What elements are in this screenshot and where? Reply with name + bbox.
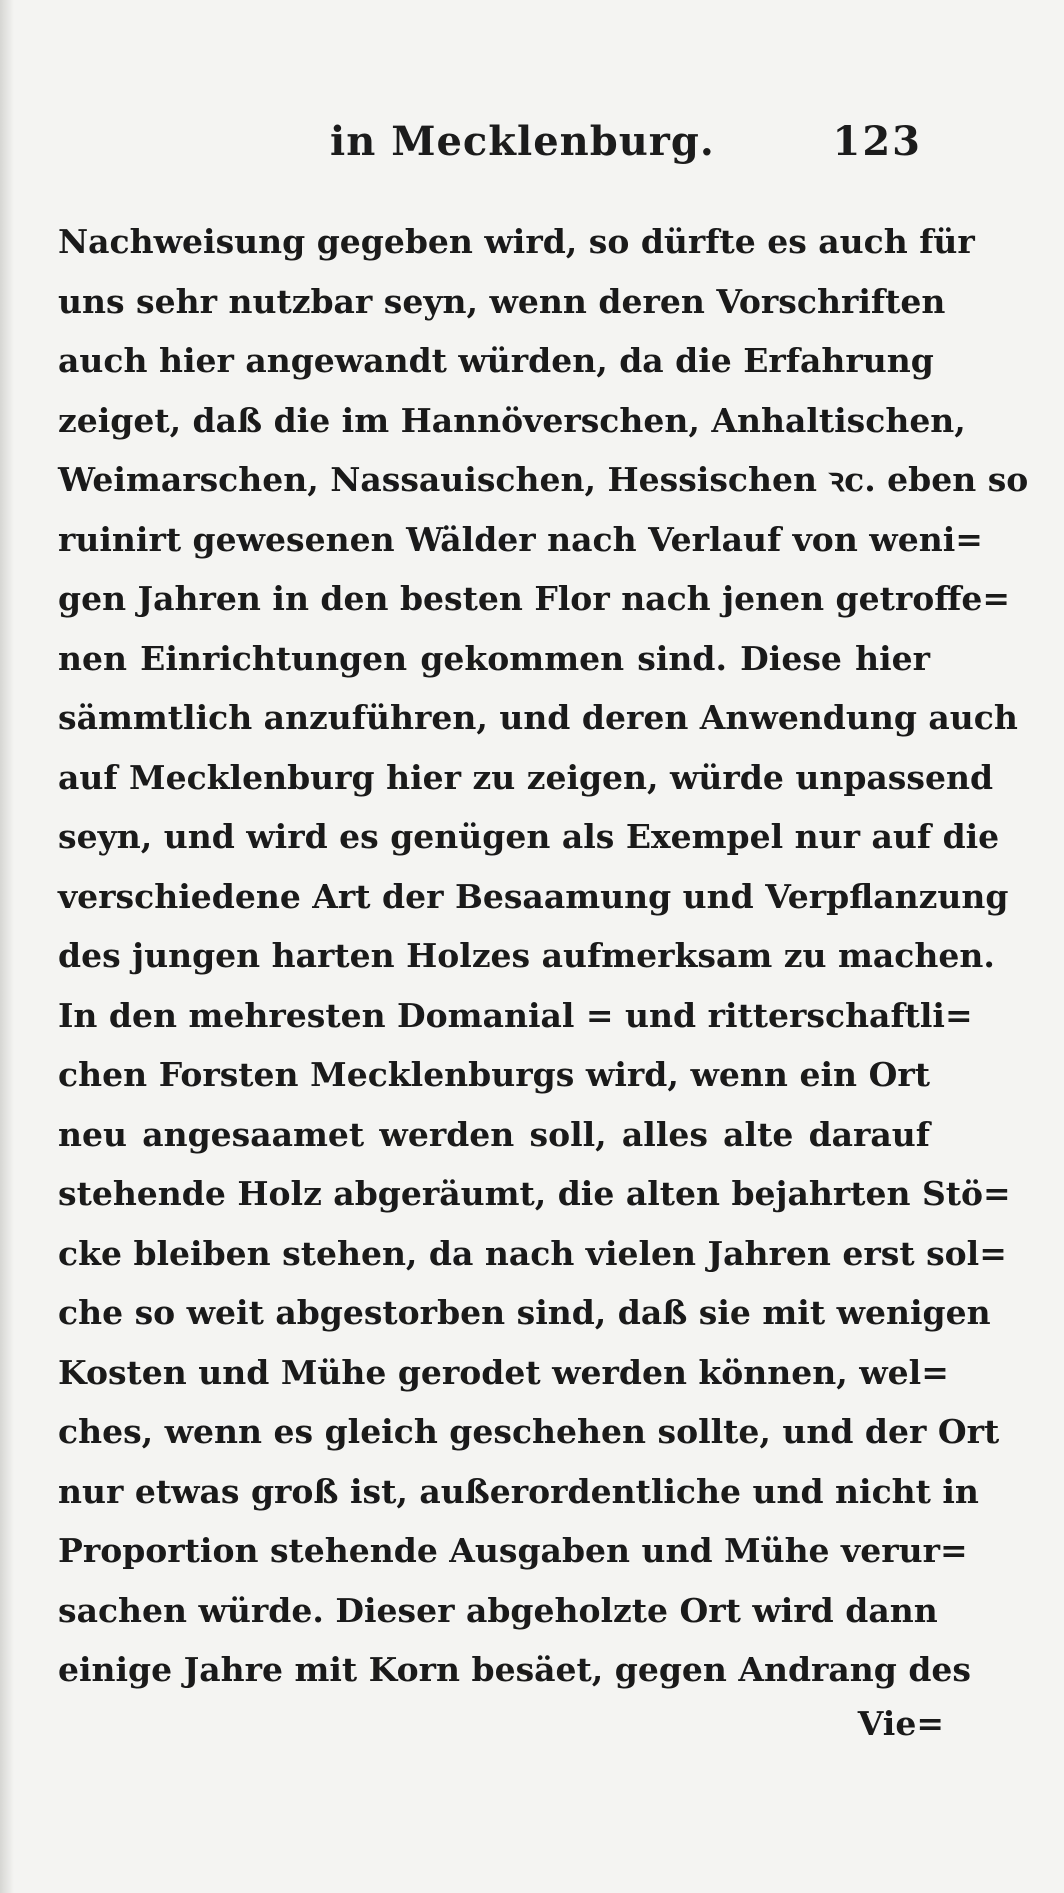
text-line: einige Jahre mit Korn besäet, gegen Andrang des bbox=[58, 1650, 972, 1689]
text-line: seyn, und wird es genügen als Exempel nur auf die bbox=[58, 817, 1000, 856]
body-text bbox=[58, 212, 1029, 1700]
text-line: stehende Holz abgeräumt, die alten bejahrten Stö= bbox=[58, 1174, 1011, 1213]
text-line: Nachweisung gegeben wird, so dürfte es auch für bbox=[58, 222, 975, 261]
text-line: Weimarschen, Nassauischen, Hessischen ꝛc. eben so bbox=[58, 460, 1029, 499]
text-line: ruinirt gewesenen Wälder nach Verlauf von weni= bbox=[58, 519, 983, 559]
text-line: sachen würde. Dieser abgeholzte Ort wird dann bbox=[58, 1590, 938, 1630]
text-line: Proportion stehende Ausgaben und Mühe verur= bbox=[58, 1531, 968, 1570]
text-line: auch hier angewandt würden, da die Erfahrung bbox=[58, 341, 934, 380]
text-line: uns sehr nutzbar seyn, wenn deren Vorschriften bbox=[58, 281, 946, 321]
page-edge-shadow bbox=[0, 0, 14, 1893]
text-line: In den mehresten Domanial = und ritterschaftli= bbox=[58, 995, 973, 1035]
text-line: chen Forsten Mecklenburgs wird, wenn ein Ort bbox=[58, 1055, 930, 1094]
text-line: des jungen harten Holzes aufmerksam zu machen. bbox=[58, 936, 995, 975]
page-header bbox=[0, 118, 1064, 188]
text-line: Kosten und Mühe gerodet werden können, wel= bbox=[58, 1352, 949, 1392]
text-line: ches, wenn es gleich geschehen sollte, und der Ort bbox=[58, 1412, 1000, 1451]
text-line: cke bleiben stehen, da nach vielen Jahren erst sol= bbox=[58, 1233, 1007, 1273]
running-head: in Mecklenburg. bbox=[330, 118, 715, 165]
text-line: nen Einrichtungen gekommen sind. Diese hier bbox=[58, 638, 930, 678]
text-line: zeiget, daß die im Hannöverschen, Anhaltischen, bbox=[58, 400, 966, 440]
text-line: neu angesaamet werden soll, alles alte darauf bbox=[58, 1114, 930, 1154]
catchword: Vie= bbox=[857, 1704, 944, 1743]
text-line: gen Jahren in den besten Flor nach jenen getroffe= bbox=[58, 579, 1010, 618]
text-line: verschiedene Art der Besaamung und Verpflanzung bbox=[58, 876, 1009, 916]
text-line: auf Mecklenburg hier zu zeigen, würde unpassend bbox=[58, 757, 994, 797]
text-line: che so weit abgestorben sind, daß sie mit wenigen bbox=[58, 1293, 991, 1332]
text-line: nur etwas groß ist, außerordentliche und nicht in bbox=[58, 1471, 979, 1511]
page-number: 123 bbox=[832, 118, 922, 165]
text-line: sämmtlich anzuführen, und deren Anwendung auch bbox=[58, 698, 1018, 737]
